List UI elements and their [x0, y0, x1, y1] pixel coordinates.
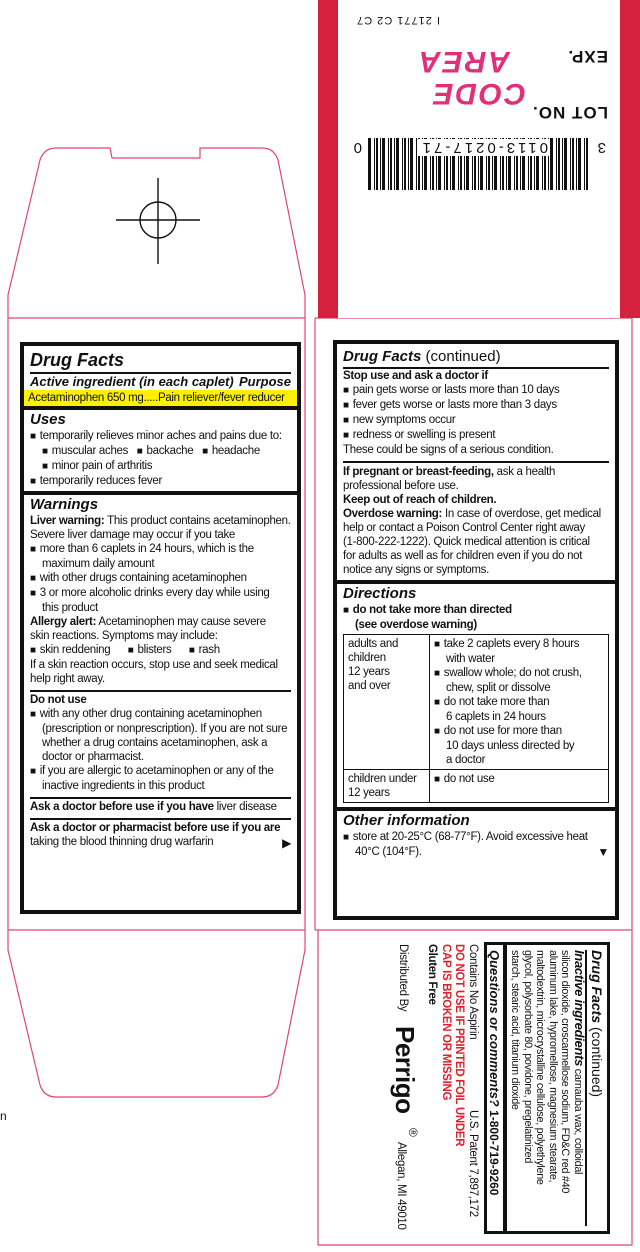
uses-sub-item: ■ muscular aches: [42, 445, 128, 457]
allergy-text: Acetaminophen may cause severe: [96, 616, 266, 628]
inactive-text: glycol, polysorbate 80, povidone, pregelatinized: [522, 950, 534, 1164]
adults-label: children: [348, 652, 386, 664]
overdose-text: In case of overdose, get medical: [442, 508, 601, 520]
allergy-end: help right away.: [30, 673, 105, 685]
drug-facts-left-panel: [20, 342, 301, 914]
drug-facts-title: Drug Facts: [30, 350, 125, 370]
inactive-text: silicon dioxide, croscarmellose sodium, FD&C red #40: [559, 950, 572, 1194]
flap-continued: (continued): [589, 1023, 605, 1098]
overdose-label: Overdose warning:: [343, 508, 443, 520]
active-ingredient-heading: Active ingredient (in each caplet): [30, 374, 234, 389]
uses-item: ■ temporarily reduces fever: [30, 474, 291, 489]
allergy-text: skin reactions. Symptoms may include:: [30, 630, 218, 642]
flap-drug-facts-title: Drug Facts: [589, 950, 605, 1024]
adult-direction: ■ do not use for more than: [434, 724, 604, 739]
overdose-text: for adults as well as for children even if you do not: [343, 550, 583, 562]
code-area-content: [338, 0, 620, 318]
inactive-text: aluminum lake, hypromellose, magnesium stearate,: [547, 950, 559, 1183]
barcode-number: 0113-0217-71: [419, 139, 548, 156]
adult-direction-cont: a doctor: [446, 754, 486, 766]
adult-direction: ■ take 2 caplets every 8 hours: [434, 637, 604, 652]
exp-label: EXP.: [567, 47, 608, 66]
inactive-text: carnauba wax, colloidal: [572, 1066, 584, 1175]
liver-warning-text: This product contains acetaminophen.: [104, 515, 291, 527]
allergy-symptom: ■ blisters: [128, 644, 172, 656]
adult-direction: ■ do not take more than: [434, 695, 604, 710]
do-not-use-cont: doctor or pharmacist.: [42, 751, 144, 763]
do-not-use-cont: whether a drug contains acetaminophen, ask a: [42, 737, 268, 749]
allergy-alert-label: Allergy alert:: [30, 616, 97, 628]
uses-sub-item: ■ minor pain of arthritis: [42, 460, 152, 472]
ask-doctor-text: liver disease: [213, 801, 277, 813]
continue-arrow-icon: ▶: [282, 836, 291, 850]
barcode-left-digit: 3: [597, 139, 606, 156]
pregnant-text: ask a health: [493, 466, 556, 478]
svg-text:n: n: [0, 1109, 7, 1123]
liver-warning-text: Severe liver damage may occur if you take: [30, 529, 236, 541]
uses-item: ■ temporarily relieves minor aches and pains due to:: [30, 429, 291, 444]
other-info-cont: 40°C (104°F).: [355, 846, 422, 858]
other-information-heading: Other information: [343, 812, 470, 829]
allergy-symptom: ■ skin reddening: [30, 644, 110, 656]
patent: U.S. Patent 7,897,172: [467, 1110, 479, 1217]
pregnant-text: professional before use.: [343, 480, 459, 492]
other-info-bullet: ■ store at 20-25°C (68-77°F). Avoid excessive heat: [343, 830, 609, 845]
liver-bullet: ■ more than 6 caplets in 24 hours, which is the: [30, 542, 291, 557]
stop-use-bullet: ■ new symptoms occur: [343, 413, 609, 428]
foil-warning: DO NOT USE IF PRINTED FOIL UNDER: [453, 944, 465, 1147]
children-label: children under: [348, 773, 417, 785]
down-arrow-icon: ▼: [597, 845, 609, 859]
directions-heading: Directions: [343, 585, 417, 602]
drug-facts-right-panel: [333, 340, 619, 920]
drug-facts-cont-title: Drug Facts: [343, 348, 422, 365]
liver-bullet: ■ with other drugs containing acetaminophen: [30, 571, 291, 586]
continued-label: (continued): [421, 348, 501, 365]
stop-use-heading: Stop use and ask a doctor if: [343, 370, 488, 382]
stop-use-bullet: ■ pain gets worse or lasts more than 10 days: [343, 383, 609, 398]
warnings-heading: Warnings: [30, 496, 99, 513]
inactive-ingredients-box: [484, 942, 610, 1234]
adults-label: adults and: [348, 638, 399, 650]
adult-direction: ■ swallow whole; do not crush,: [434, 666, 604, 681]
children-label: 12 years: [348, 787, 390, 799]
phone-number: 1-800-719-9260: [487, 1106, 501, 1196]
inactive-text: starch, stearic acid, titanium dioxide: [509, 950, 522, 1110]
foil-warning: CAP IS BROKEN OR MISSING: [440, 944, 452, 1101]
perrigo-logo: Perrigo: [390, 1026, 420, 1114]
do-not-use-bullet: ■ with any other drug containing acetaminophen: [30, 707, 291, 722]
uses-sub-item: ■ backache: [137, 445, 194, 457]
inactive-text: maltodextrin, microcrystalline cellulose, polyethylene: [534, 950, 547, 1185]
liver-warning-label: Liver warning:: [30, 515, 105, 527]
adult-direction-cont: 10 days unless directed by: [446, 740, 575, 752]
directions-bullet-cont: (see overdose warning): [355, 619, 477, 631]
area-text: AREA: [416, 45, 510, 78]
adults-label: and over: [348, 680, 391, 692]
keep-out-reach: Keep out of reach of children.: [343, 494, 497, 506]
allergy-symptom: ■ rash: [189, 644, 220, 656]
stop-use-bullet: ■ fever gets worse or lasts more than 3 days: [343, 398, 609, 413]
adult-direction-cont: 6 caplets in 24 hours: [446, 711, 546, 723]
liver-bullet-cont: this product: [42, 602, 98, 614]
barcode-right-digit: 0: [353, 139, 362, 156]
allergy-end: If a skin reaction occurs, stop use and seek medical: [30, 659, 278, 671]
liver-bullet: ■ 3 or more alcoholic drinks every day while using: [30, 586, 291, 601]
bottom-flap-rotated: [330, 942, 610, 1242]
address: Allegan, MI 49010: [395, 1142, 407, 1230]
ask-pharmacist-heading: Ask a doctor or pharmacist before use if you are: [30, 822, 281, 834]
children-direction: ■ do not use: [434, 772, 604, 787]
adults-label: 12 years: [348, 666, 390, 678]
code-text: CODE: [431, 77, 526, 110]
purpose-heading: Purpose: [238, 374, 291, 389]
registered-mark: ®: [406, 1128, 420, 1137]
active-ingredient-line: Acetaminophen 650 mg.....Pain reliever/fever reducer: [24, 390, 297, 406]
questions-label: Questions or comments?: [487, 950, 502, 1107]
stop-use-bullet: ■ redness or swelling is present: [343, 428, 609, 443]
liver-bullet-cont: maximum daily amount: [42, 558, 155, 570]
uses-sub-item: ■ headache: [202, 445, 260, 457]
no-aspirin: Contains No Aspirin: [467, 944, 479, 1040]
gluten-free: Gluten Free: [426, 944, 438, 1005]
lot-label: LOT NO.: [532, 103, 608, 122]
stop-use-end: These could be signs of a serious condition.: [343, 444, 554, 456]
adult-direction-cont: with water: [446, 653, 495, 665]
do-not-use-heading: Do not use: [30, 694, 87, 706]
adult-direction-cont: chew, split or dissolve: [446, 682, 551, 694]
overdose-text: (1-800-222-1222). Quick medical attention is critical: [343, 536, 590, 548]
overdose-text: notice any signs or symptoms.: [343, 564, 489, 576]
overdose-text: help or contact a Poison Control Center right away: [343, 522, 585, 534]
distributed-by: Distributed By: [397, 944, 409, 1012]
pregnant-heading: If pregnant or breast-feeding,: [343, 466, 494, 478]
ask-pharmacist-text: taking the blood thinning drug warfarin: [30, 836, 214, 848]
inactive-heading: Inactive ingredients: [572, 950, 587, 1067]
do-not-use-cont: (prescription or nonprescription). If you are not sure: [42, 723, 288, 735]
registration-mark: [116, 178, 200, 264]
ask-doctor-heading: Ask a doctor before use if you have: [30, 801, 214, 813]
small-code: I 21771 C2 C7: [356, 14, 440, 26]
directions-bullet: ■ do not take more than directed: [343, 603, 609, 618]
uses-heading: Uses: [30, 411, 66, 428]
do-not-use-bullet: ■ if you are allergic to acetaminophen or any of the: [30, 764, 291, 779]
directions-table: [343, 634, 609, 803]
do-not-use-cont: inactive ingredients in this product: [42, 780, 205, 792]
